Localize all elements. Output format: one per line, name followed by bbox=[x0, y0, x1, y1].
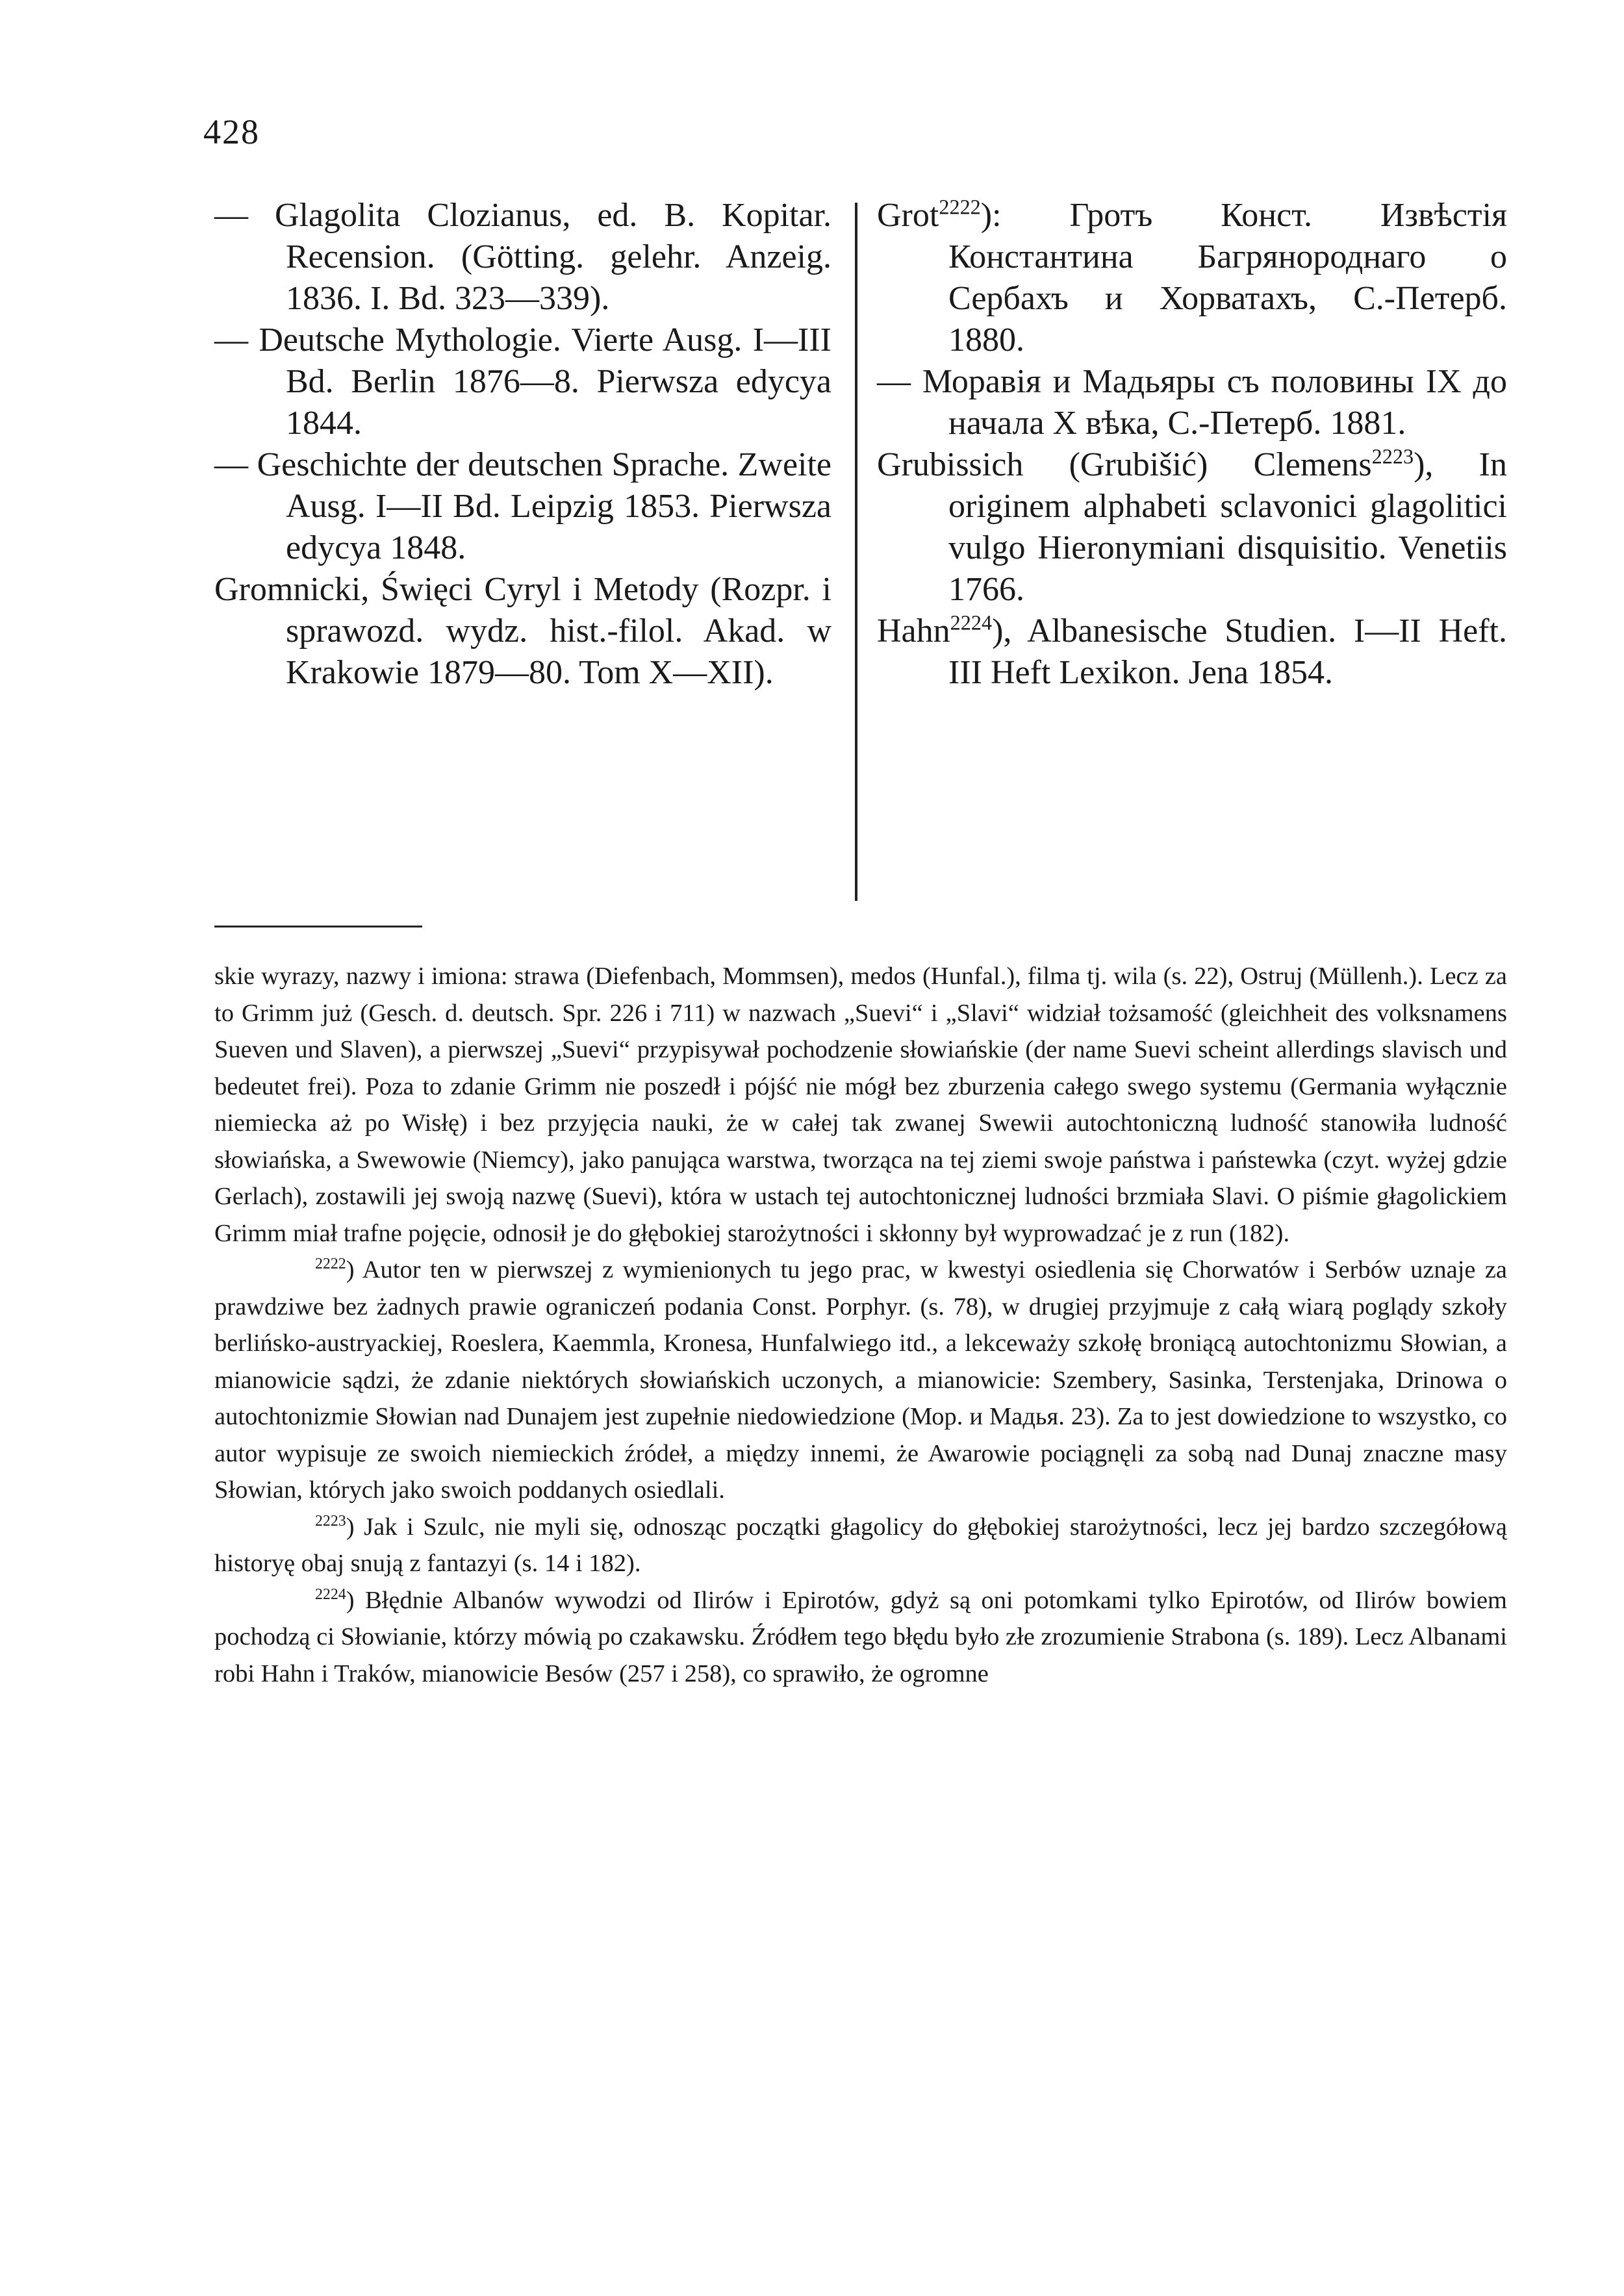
left-column bbox=[214, 195, 831, 694]
bibliography-entry bbox=[877, 361, 1507, 444]
footnote-text: ) Jak i Szulc, nie myli się, odnosząc początki głagolicy do głębokiej starożytności, lecz jej bardzo szczegółową historyę obaj snują z fantazyi (s. 14 i 182). bbox=[214, 1513, 1507, 1577]
footnote-number: 2224 bbox=[315, 1585, 346, 1603]
footnote-ref: 2222 bbox=[939, 195, 981, 219]
entry-text: Hahn bbox=[877, 612, 950, 650]
footnote-text: ) Błędnie Albanów wywodzi od Ilirów i Epirotów, gdyż są oni potomkami tylko Epirotów, od Ilirów bowiem pochodzą ci Słowianie, którzy mówią po czakawsku. Źródłem tego błędu było złe zrozumienie Strabona (s. 189). Lecz Albanami robi Hahn i Traków, mianowicie Besów (257 i 258), co sprawiło, że ogromne bbox=[214, 1586, 1507, 1687]
footnote bbox=[214, 1582, 1507, 1693]
entry-text: ): Гротъ Конст. Извѣстія Константина Багрянороднаго о Сербахъ и Хорватахъ, С.-Петерб. 1880. bbox=[948, 197, 1507, 359]
column-divider bbox=[855, 203, 857, 901]
bibliography-entry: — Geschichte der deutschen Sprache. Zweite Ausg. I—II Bd. Leipzig 1853. Pierwsza edycya 1848. bbox=[214, 446, 831, 566]
bibliography-entry: — Deutsche Mythologie. Vierte Ausg. I—III Bd. Berlin 1876—8. Pierwsza edycya 1844. bbox=[214, 322, 831, 442]
bibliography-entry bbox=[877, 195, 1507, 361]
entry-text: Grot bbox=[877, 197, 939, 234]
right-column bbox=[877, 195, 1507, 694]
entry-text: ), Albanesische Studien. I—II Heft. III Heft Lexikon. Jena 1854. bbox=[948, 612, 1507, 691]
footnote-separator bbox=[214, 926, 422, 927]
bibliography-entry: — Glagolita Clozianus, ed. B. Kopitar. Recension. (Götting. gelehr. Anzeig. 1836. I. Bd. 323—339). bbox=[214, 197, 831, 317]
footnote-number: 2222 bbox=[315, 1255, 346, 1273]
footnote bbox=[214, 1509, 1507, 1582]
footnote bbox=[214, 1252, 1507, 1509]
entry-text: — Моравія и Мадьяры съ половины IX до начала X вѣка, С.-Петерб. 1881. bbox=[877, 363, 1507, 442]
footnote-continuation: skie wyrazy, nazwy i imiona: strawa (Diefenbach, Mommsen), medos (Hunfal.), filma tj. wila (s. 22), Ostruj (Müllenh.). Lecz za to Grimm już (Gesch. d. deutsch. Spr. 226 i 711) w nazwach „Suevi“ i „Slavi“ widział tożsamość (gleichheit des volksnamens Sueven und Slaven), a pierwszej „Suevi“ przypisywał pochodzenie słowiańskie (der name Suevi scheint allerdings slavisch und bedeutet frei). Poza to zdanie Grimm nie poszedł i pójść nie mógł bez zburzenia całego swego systemu (Germania wyłącznie niemiecka aż po Wisłę) i bez przyjęcia nauki, że w całej tak zwanej Swewii autochtoniczną ludność stanowiła ludność słowiańska, a Swewowie (Niemcy), jako panująca warstwa, tworząca na tej ziemi swoje państwa i państewka (czyt. wyżej gdzie Gerlach), zostawili jej swoją nazwę (Suevi), która w ustach tej autochtonicznej ludności brzmiała Slavi. O piśmie głagolickiem Grimm miał trafne pojęcie, odnosił je do głębokiej starożytności i skłonny był wyprowadzać je z run (182). bbox=[214, 963, 1507, 1247]
bibliography-entry bbox=[877, 611, 1507, 694]
footnote-text: ) Autor ten w pierwszej z wymienionych tu jego prac, w kwestyi osiedlenia się Chorwatów i Serbów uznaje za prawdziwe bez żadnych prawie ograniczeń podania Const. Porphyr. (s. 78), w drugiej przyjmuje z całą wiarą poglądy szkoły berlińsko-austryackiej, Roeslera, Kaemmla, Kronesa, Hunfalwiego itd., a lekceważy szkołę broniącą autochtonizmu Słowian, a mianowicie sądzi, że zdanie niektórych słowiańskich uczonych, a mianowicie: Szembery, Sasinka, Terstenjaka, Drinowa o autochtonizmie Słowian nad Dunajem jest zupełnie niedowiedzione (Мор. и Мадья. 23). Za to jest dowiedzione to wszystko, co autor wypisuje ze swoich niemieckich źródeł, a między innemi, że Awarowie pociągnęli za sobą nad Dunaj znaczne masy Słowian, których jako swoich poddanych osiedlali. bbox=[214, 1256, 1507, 1504]
footnote-ref: 2223 bbox=[1371, 444, 1414, 468]
footnotes bbox=[214, 958, 1507, 1692]
entry-text: ), In originem alphabeti sclavonici glagolitici vulgo Hieronymiani disquisitio. Venetiis 1766. bbox=[948, 446, 1507, 608]
footnote-ref: 2224 bbox=[950, 611, 993, 635]
entry-text: Grubissich (Grubišić) Clemens bbox=[877, 446, 1372, 483]
page-number: 428 bbox=[203, 112, 260, 151]
footnote-number: 2223 bbox=[315, 1512, 346, 1530]
bibliography-entry bbox=[877, 444, 1507, 611]
bibliography-entry: Gromnicki, Święci Cyryl i Metody (Rozpr. i sprawozd. wydz. hist.-filol. Akad. w Krakowie 1879—80. Tom X—XII). bbox=[214, 571, 831, 691]
